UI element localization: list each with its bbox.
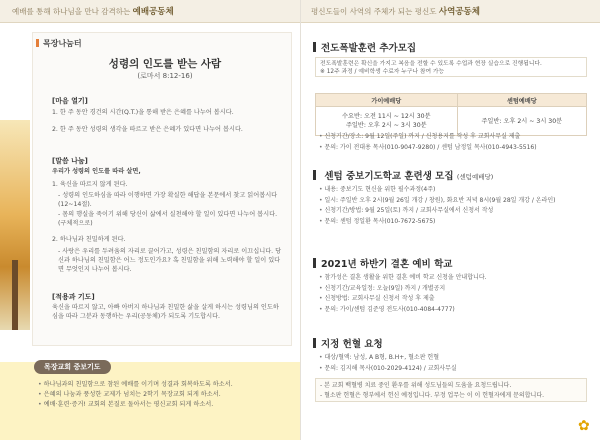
autumn-tree-illustration bbox=[0, 120, 30, 330]
word-item: - 성령의 인도하심을 따라 이행하면 가장 확실한 해답을 본문에서 찾고 읽어봅시다(12~14절). bbox=[58, 192, 278, 208]
tree-trunk bbox=[12, 260, 18, 330]
blood-donation-note: - 본 교회 백혈병 치료 중인 환우를 위해 성도님들의 도움을 요청드립니다. - 혈소판 헌혈은 형부에서 헌신 예정입니다. 부정 업무는 이 이 헌혈자에게 문의합니다. bbox=[315, 378, 587, 402]
right-page bbox=[300, 0, 600, 440]
prayer-box bbox=[0, 362, 300, 440]
section-tag: 목장나눔터 bbox=[36, 38, 82, 49]
word-sharing-title: [말씀 나눔] bbox=[52, 157, 88, 165]
list-item: • 신청기간/교육일정: 오늘(9일) 까지 / 개별공지 bbox=[319, 284, 587, 295]
table-cell: 수요반: 오전 11시 ~ 12시 30분 주일반: 오후 2시 ~ 3시 30분 bbox=[316, 107, 458, 136]
right-header-title: 사역공동체 bbox=[438, 7, 480, 17]
list-item: • 대상/혈액: 남성, A B형, B.H+, 혈소판 헌혈 bbox=[319, 353, 587, 364]
blood-donation-info-list bbox=[319, 353, 587, 374]
prayer-box-label: 목장교회 중보기도 bbox=[34, 360, 111, 374]
left-header-text: 예배를 통해 하나님을 만나 감격하는 예배공동체 bbox=[12, 7, 174, 17]
scripture-reference: (로마서 8:12-16) bbox=[137, 72, 193, 80]
word-item: 1. 육신을 따르지 않게 된다. bbox=[52, 181, 128, 188]
section-title-marriage-school: 2021년 하반기 결혼 예비 학교 bbox=[313, 256, 452, 270]
open-item: 2. 한 주 동안 성령의 생각을 따르고 받은 은혜가 있다면 나누어 봅시다. bbox=[52, 126, 243, 133]
prayer-list bbox=[38, 380, 233, 410]
right-header-text: 평신도들이 사역의 주체가 되는 평신도 사역공동체 bbox=[311, 7, 480, 17]
list-item: • 신청기간/방법: 9월 25일(토) 까지 / 교회사무실에서 신청서 작성 bbox=[319, 206, 587, 217]
prayer-item: • 은혜의 나눔과 풍성한 교제가 넘치는 2학기 목장교회 되게 하소서. bbox=[38, 390, 233, 400]
list-item: • 문의: 센텀 정일환 목사(010-7672-5675) bbox=[319, 217, 587, 228]
marriage-school-info-list bbox=[319, 273, 587, 315]
table-cell: 주일반: 오후 2시 ~ 3시 30분 bbox=[457, 107, 586, 136]
section-title-intercession: 센텀 중보기도학교 훈련생 모집 (센텀예배당) bbox=[313, 168, 493, 182]
prayer-item: • 예배·훈련·증거! 교회의 본질로 돌아서는 평신교회 되게 하소서. bbox=[38, 400, 233, 410]
list-item: • 문의: 김지해 목사(010-2029-4124) / 교회사무실 bbox=[319, 364, 587, 375]
left-header-title: 예배공동체 bbox=[132, 7, 174, 17]
section-title-evangelism: 전도폭발훈련 추가모집 bbox=[313, 40, 416, 54]
prayer-item: • 하나님과의 친밀함으로 참된 예배를 이기며 성결과 회복하도록 하소서. bbox=[38, 380, 233, 390]
open-item: 1. 한 주 동안 경건의 시간(Q.T.)을 통해 받은 은혜를 나누어 봅시다. bbox=[52, 109, 234, 116]
list-item: • 신청기간/장소: 9월 12일(주일) 까지 / 신청용지를 작성 후 교회사무실 제출 bbox=[319, 132, 587, 143]
evangelism-schedule-table bbox=[315, 93, 587, 136]
list-item: • 내용: 중보기도 현신을 위한 필수과정(4주) bbox=[319, 185, 587, 196]
word-item: - 몸의 행실을 죽이기 위해 당신이 삶에서 실천해야 할 일이 있다면 나누어 봅시다. (구체적으로) bbox=[58, 211, 278, 227]
right-header bbox=[301, 0, 600, 23]
section-title-blood-donation: 지정 헌혈 요청 bbox=[313, 336, 383, 350]
list-item: • 참가성은 결혼 생활을 위한 결혼 예비 학교 신청을 안내합니다. bbox=[319, 273, 587, 284]
list-item: • 문의: 가이 전대용 목사(010-9047-9280) / 센텀 남정일 목사(010-4943-5516) bbox=[319, 143, 587, 154]
list-item: • 일시: 주일반 오후 2시(9월 26일 개강 / 창원), 화요반 저녁 8시(9월 28일 개강 / 온라인) bbox=[319, 196, 587, 207]
intercession-info-list bbox=[319, 185, 587, 227]
open-heart-title: [마음 열기] bbox=[52, 97, 88, 105]
evangelism-note: 전도폭발훈련은 확신을 가지고 복음을 전할 수 있도록 수업과 현장 실습으로 진행됩니다. ※ 12주 과정 / 예비학생 수료자 누구나 참여 가능 bbox=[315, 57, 587, 77]
word-item: 2. 하나님과 친밀하게 된다. bbox=[52, 236, 126, 243]
apply-text: 육신을 따르지 않고, 아빠 아버지 하나님과 친밀한 삶을 살게 하시는 성령님의 인도하심을 따라 그분과 동행하는 우리(공동체)가 되도록 기도합시다. bbox=[52, 304, 279, 320]
apply-title: [적용과 기도] bbox=[52, 293, 95, 301]
left-header bbox=[0, 0, 300, 23]
word-item: - 사랑은 우리를 두려움의 자리로 끌어가고, 성령은 친밀함의 자리로 이끄십니다. 당신과 하나님의 친밀함은 어느 정도인가요? 혹 친밀함을 위해 노력해야 할 일이 있다면 무엇인지 나누어 봅시다. bbox=[58, 248, 282, 273]
page-title: 성령의 인도를 받는 사람 bbox=[108, 58, 222, 70]
list-item: • 신청방법: 교회사무실 신청서 작성 후 제출 bbox=[319, 294, 587, 305]
list-item: • 문의: 가이/센텀 김준영 전도사(010-4084-4777) bbox=[319, 305, 587, 316]
table-header: 센텀예배당 bbox=[457, 94, 586, 107]
word-lead: 우리가 성령의 인도를 따라 살면, bbox=[52, 168, 141, 175]
evangelism-info-list bbox=[319, 132, 587, 153]
table-header: 가이예배당 bbox=[316, 94, 458, 107]
flower-icon: ✿ bbox=[578, 418, 590, 434]
